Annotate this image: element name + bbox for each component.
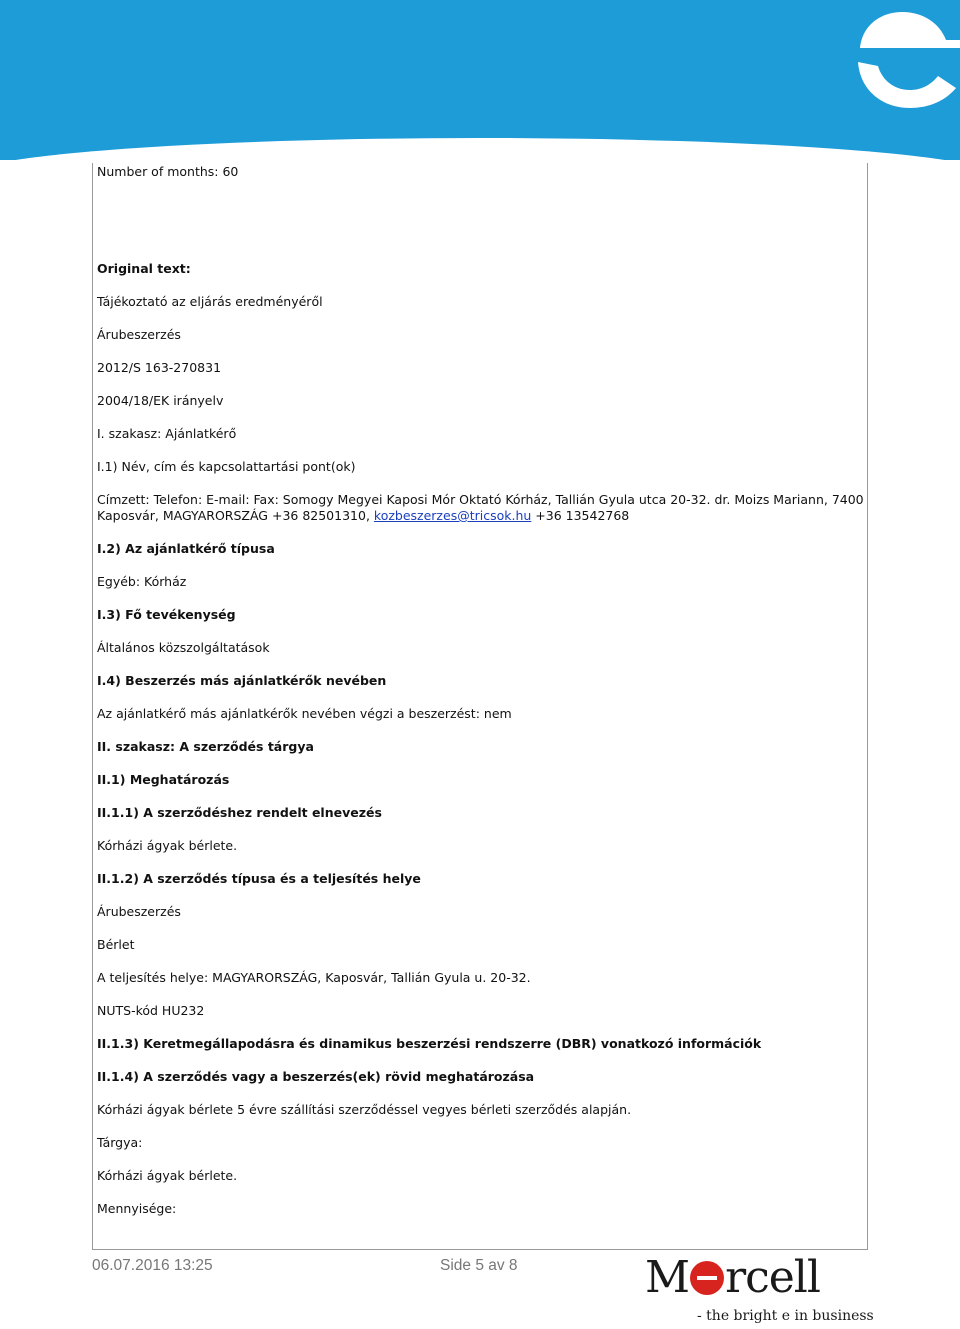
section-heading: II.1.2) A szerződés típusa és a teljesítés helye (97, 871, 421, 886)
text-line: Tájékoztató az eljárás eredményéről (97, 294, 323, 309)
email-link[interactable]: kozbeszerzes@tricsok.hu (373, 508, 532, 523)
text-line: Kórházi ágyak bérlete. (97, 838, 238, 853)
text-line: I. szakasz: Ajánlatkérő (97, 426, 237, 441)
section-heading: I.2) Az ajánlatkérő típusa (97, 541, 275, 556)
logo-letters-rcell: rcell (725, 1252, 820, 1303)
header-banner (0, 0, 960, 160)
text-line: Árubeszerzés (97, 904, 181, 919)
contact-line: Címzett: Telefon: E-mail: Fax: Somogy Megyei Kaposi Mór Oktató Kórház, Tallián Gyula utca 20-32. dr. Moizs Mariann, 7400 (97, 492, 864, 507)
section-heading: II.1) Meghatározás (97, 772, 230, 787)
section-heading: II. szakasz: A szerződés tárgya (97, 739, 314, 754)
section-heading: II.1.1) A szerződéshez rendelt elnevezés (97, 805, 382, 820)
text-line: NUTS-kód HU232 (97, 1003, 205, 1018)
text-line: Árubeszerzés (97, 327, 181, 342)
section-heading: I.3) Fő tevékenység (97, 607, 236, 622)
contact-text: Kaposvár, MAGYARORSZÁG +36 82501310, (97, 508, 374, 523)
text-line: Bérlet (97, 937, 135, 952)
frame-right-rule (867, 163, 868, 1250)
text-line: I.1) Név, cím és kapcsolattartási pont(ok) (97, 459, 356, 474)
text-line: Kórházi ágyak bérlete. (97, 1168, 238, 1183)
text-line: Az ajánlatkérő más ajánlatkérők nevében végzi a beszerzést: nem (97, 706, 512, 721)
logo-letter-m: M (645, 1252, 690, 1303)
text-line: 2012/S 163-270831 (97, 360, 222, 375)
text-line: Kórházi ágyak bérlete 5 évre szállítási szerződéssel vegyes bérleti szerződés alapján. (97, 1102, 632, 1117)
section-heading: II.1.3) Keretmegállapodásra és dinamikus beszerzési rendszerre (DBR) vonatkozó információk (97, 1036, 762, 1051)
text-line: Number of months: 60 (97, 164, 239, 179)
contact-text: +36 13542768 (531, 508, 630, 523)
frame-left-rule (92, 163, 93, 1250)
text-line: Tárgya: (97, 1135, 143, 1150)
section-heading: II.1.4) A szerződés vagy a beszerzés(ek) rövid meghatározása (97, 1069, 535, 1084)
text-line: A teljesítés helye: MAGYARORSZÁG, Kaposvár, Tallián Gyula u. 20-32. (97, 970, 531, 985)
footer-page-number: Side 5 av 8 (440, 1257, 518, 1274)
text-line: Egyéb: Kórház (97, 574, 187, 589)
text-line: 2004/18/EK irányelv (97, 393, 224, 408)
e-logo-icon (820, 0, 960, 110)
contact-line-2 (97, 508, 629, 524)
text-line: Általános közszolgáltatások (97, 640, 270, 655)
logo-e-icon (690, 1261, 724, 1295)
marcell-logo (645, 1252, 874, 1329)
section-heading: I.4) Beszerzés más ajánlatkérők nevében (97, 673, 387, 688)
text-line: Mennyisége: (97, 1201, 177, 1216)
section-heading: Original text: (97, 261, 191, 276)
logo-tagline: - the bright e in business (697, 1308, 874, 1324)
footer-rule (92, 1249, 868, 1250)
footer-date: 06.07.2016 13:25 (92, 1257, 213, 1274)
logo-wordmark (645, 1252, 820, 1304)
